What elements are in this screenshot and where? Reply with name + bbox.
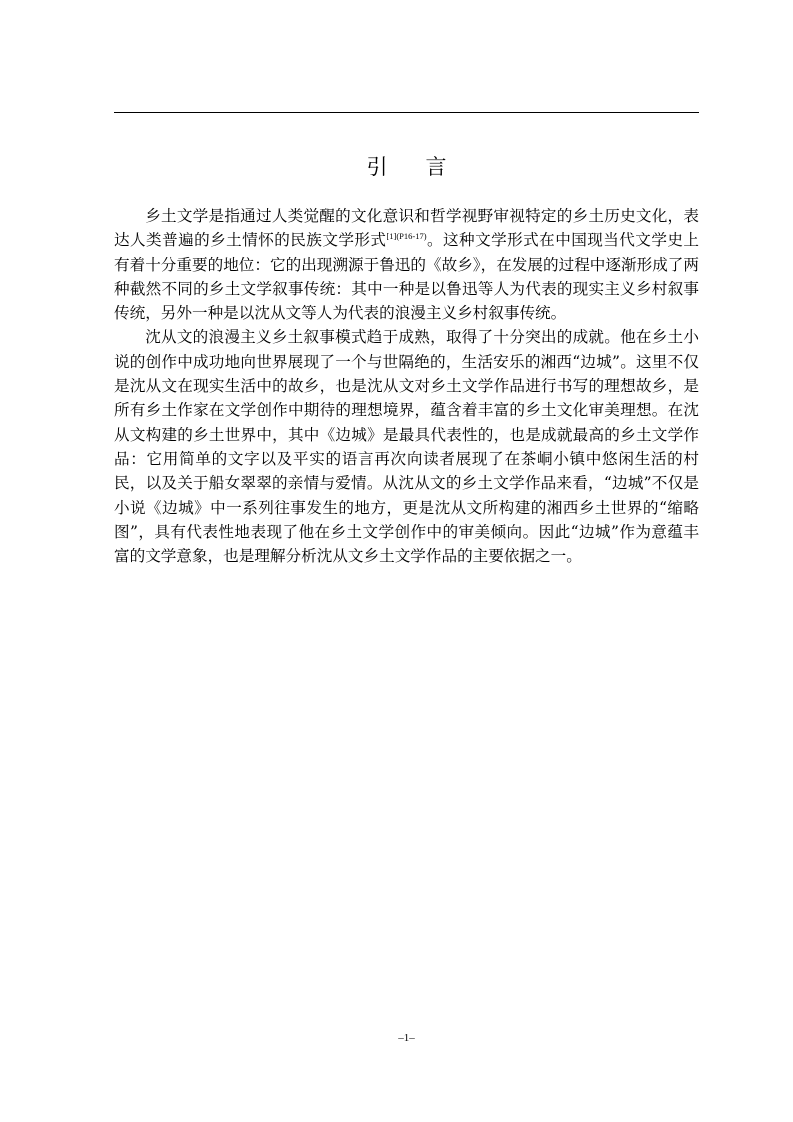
body-text	[114, 204, 699, 568]
header-rule	[114, 112, 699, 113]
paragraph-2: 沈从文的浪漫主义乡土叙事模式趋于成熟，取得了十分突出的成就。他在乡土小说的创作中成功地向世界展现了一个与世隔绝的，生活安乐的湘西“边城”。这里不仅是沈从文在现实生活中的故乡，也是沈从文对乡土文学作品进行书写的理想故乡，是所有乡土作家在文学创作中期待的理想境界，蕴含着丰富的乡土文化审美理想。在沈从文构建的乡土世界中，其中《边城》是最具代表性的，也是成就最高的乡土文学作品：它用简单的文字以及平实的语言再次向读者展现了在茶峒小镇中悠闲生活的村民，以及关于船女翠翠的亲情与爱情。从沈从文的乡土文学作品来看，“边城”不仅是小说《边城》中一系列往事发生的地方，更是沈从文所构建的湘西乡土世界的“缩略图”，具有代表性地表现了他在乡土文学创作中的审美倾向。因此“边城”作为意蕴丰富的文学意象，也是理解分析沈从文乡土文学作品的主要依据之一。	[114, 328, 699, 566]
section-title: 引言	[366, 155, 485, 179]
paragraph-1-text: 乡土文学是指通过人类觉醒的文化意识和哲学视野审视特定的乡土历史文化，表达人类普遍的乡土情怀的民族文学形式	[114, 207, 699, 250]
paragraph-1	[114, 204, 699, 325]
page-number: –1–	[398, 1032, 415, 1044]
citation-superscript: [1](P16-17)	[386, 231, 427, 242]
paragraph-1-text-continued: 。这种文学形式在中国现当代文学史上有着十分重要的地位：它的出现溯源于鲁迅的《故乡》，在发展的过程中逐渐形成了两种截然不同的乡土文学叙事传统：其中一种是以鲁迅等人为代表的现实主义乡村叙事传统，另外一种是以沈从文等人为代表的浪漫主义乡村叙事传统。	[114, 231, 699, 323]
